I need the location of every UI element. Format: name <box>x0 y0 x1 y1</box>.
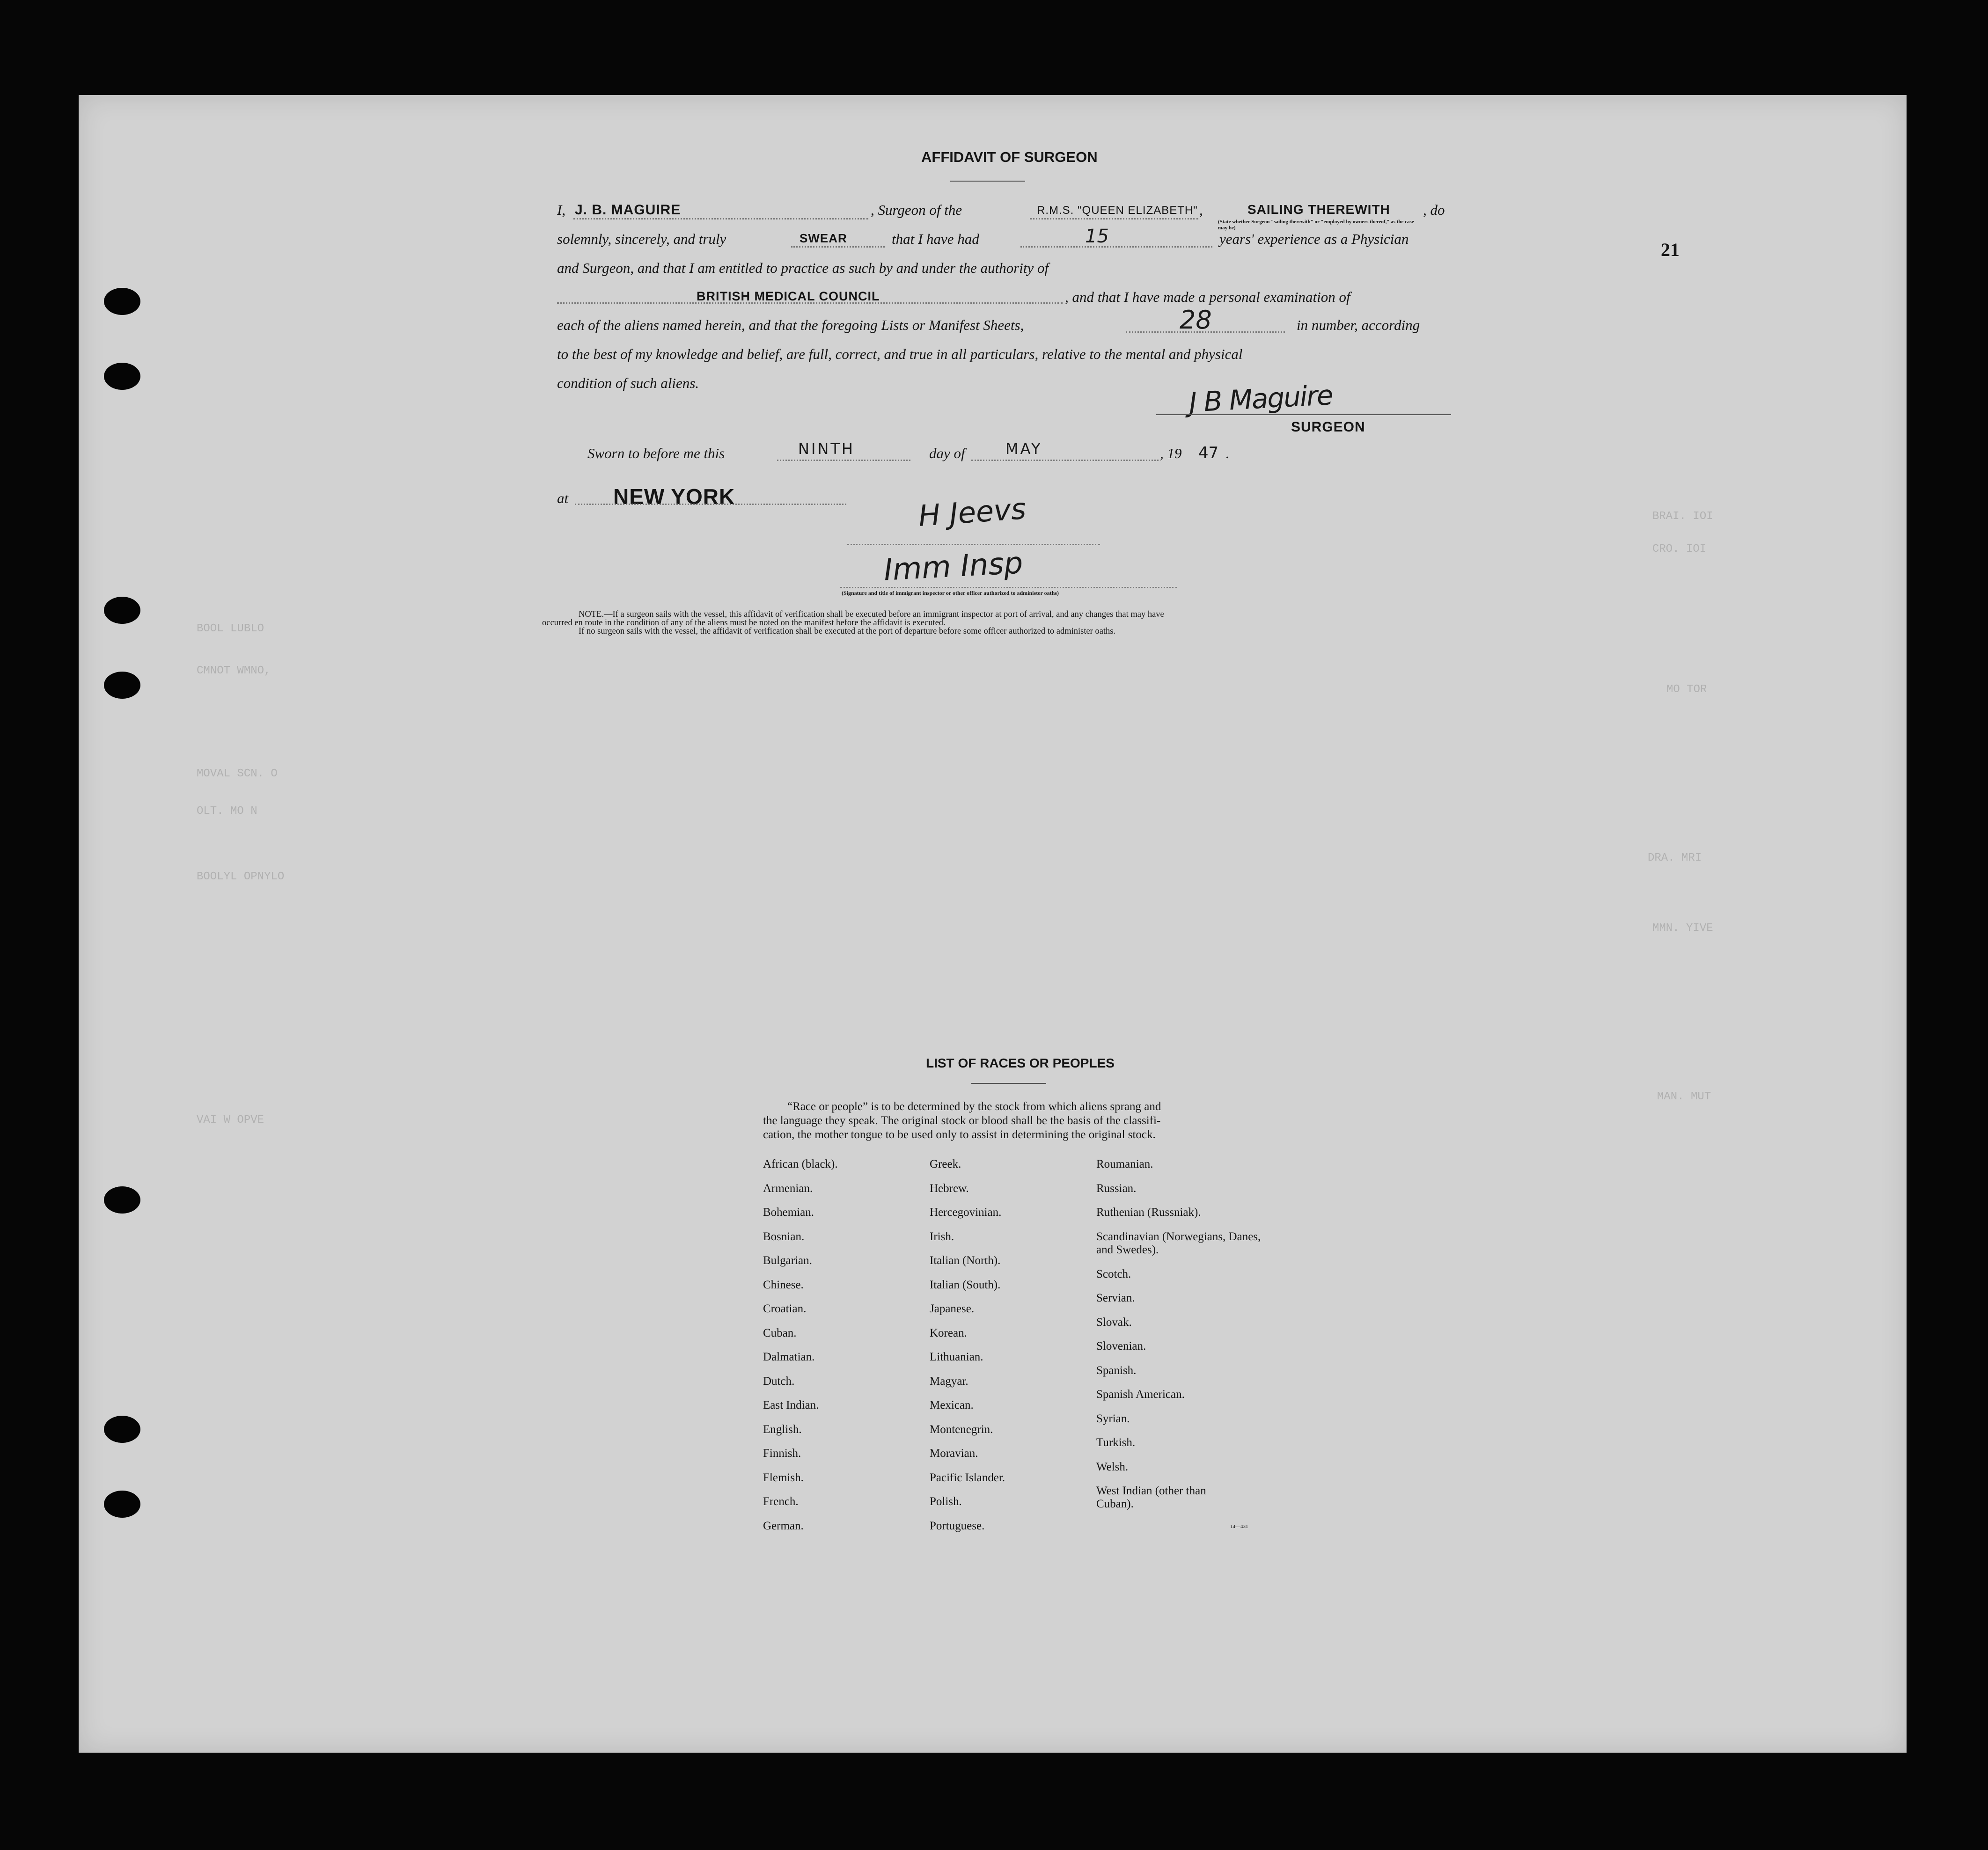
race-item: German. <box>763 1519 804 1532</box>
race-item: Bohemian. <box>763 1206 814 1219</box>
licensing-authority: BRITISH MEDICAL COUNCIL <box>697 289 880 303</box>
bleed-through-text: DRA. MRI <box>1648 852 1702 864</box>
signature-title: SURGEON <box>1291 419 1365 435</box>
fill-line <box>1030 218 1198 219</box>
intro-line: cation, the mother tongue to be used only to assist in determining the original stock. <box>763 1128 1156 1141</box>
race-item: Bosnian. <box>763 1230 805 1243</box>
race-item: Croatian. <box>763 1302 807 1315</box>
officer-signature-title: Imm Insp <box>883 546 1024 588</box>
race-item: Magyar. <box>930 1375 968 1388</box>
bleed-through-text: MAN. MUT <box>1657 1090 1711 1103</box>
race-item: Italian (South). <box>930 1278 1001 1291</box>
race-item: West Indian (other than Cuban). <box>1096 1484 1206 1510</box>
race-item: Lithuanian. <box>930 1351 983 1363</box>
fill-line <box>840 587 1177 588</box>
affidavit-text: , Surgeon of the <box>871 202 962 218</box>
fill-line <box>1020 246 1212 248</box>
fill-line <box>575 504 846 505</box>
affidavit-text: to the best of my knowledge and belief, are full, correct, and true in all particulars, relative to the mental and physical <box>557 346 1243 362</box>
race-item: Bulgarian. <box>763 1254 812 1267</box>
race-item: Russian. <box>1096 1182 1137 1195</box>
bleed-through-text: BOOLYL OPNYLO <box>197 870 285 883</box>
affidavit-text: at <box>557 490 569 506</box>
page-number: 21 <box>1661 239 1680 260</box>
sheets-count: 28 <box>1180 305 1212 335</box>
bleed-through-text: BOOL LUBLO <box>197 622 264 635</box>
race-item: Slovenian. <box>1096 1340 1146 1353</box>
affidavit-text: in number, according <box>1297 317 1420 333</box>
races-column-3 <box>1096 1158 1265 1513</box>
intro-line: the language they speak. The original stock or blood shall be the basis of the classifi- <box>763 1114 1161 1127</box>
race-item: Moravian. <box>930 1447 978 1460</box>
race-item: Ruthenian (Russniak). <box>1096 1206 1201 1219</box>
races-column-1 <box>763 1158 838 1543</box>
affidavit-text: . <box>1225 445 1229 461</box>
signature-line <box>1156 414 1451 415</box>
race-item: Mexican. <box>930 1399 974 1411</box>
race-item: Dalmatian. <box>763 1351 815 1363</box>
oath-type: SWEAR <box>800 231 847 245</box>
race-item: Flemish. <box>763 1471 804 1484</box>
race-item: Montenegrin. <box>930 1423 993 1436</box>
bleed-through-text: MOVAL SCN. O <box>197 768 278 780</box>
race-item: Korean. <box>930 1326 967 1339</box>
surgeon-name: J. B. MAGUIRE <box>575 202 681 218</box>
bleed-through-text: VAI W OPVE <box>197 1114 264 1126</box>
affidavit-text: years' experience as a Physician <box>1219 231 1409 247</box>
fill-line <box>557 302 1063 304</box>
affidavit-text: , <box>1199 202 1203 218</box>
punch-hole <box>104 288 140 315</box>
race-item: Polish. <box>930 1495 962 1508</box>
sailing-note: (State whether Surgeon "sailing therewith" or "employed by owners thereof," as the case may be) <box>1218 219 1414 231</box>
sworn-place: NEW YORK <box>613 484 735 509</box>
race-item: East Indian. <box>763 1399 819 1411</box>
affidavit-text: , 19 <box>1160 445 1182 461</box>
race-item: Spanish American. <box>1096 1388 1185 1401</box>
bleed-through-text: MO TOR <box>1666 683 1707 696</box>
note-line: occurred en route in the condition of any of the aliens must be noted on the manifest before the affidavit is executed. <box>542 618 946 628</box>
punch-hole <box>104 672 140 699</box>
officer-caption: (Signature and title of immigrant inspector or other officer authorized to administer oaths) <box>842 590 1059 596</box>
affidavit-title: AFFIDAVIT OF SURGEON <box>921 149 1098 165</box>
note-line: If no surgeon sails with the vessel, the affidavit of verification shall be executed at the port of departure before some officer authorized to administer oaths. <box>579 627 1116 636</box>
sworn-year: 47 <box>1198 444 1219 462</box>
race-item: Spanish. <box>1096 1364 1137 1377</box>
fill-line <box>971 460 1159 461</box>
fill-line <box>847 544 1100 545</box>
race-item: Hercegovinian. <box>930 1206 1002 1219</box>
bleed-through-text: BRAI. IOI <box>1652 510 1713 523</box>
race-item: Slovak. <box>1096 1316 1132 1329</box>
bleed-through-text: OLT. MO N <box>197 805 257 818</box>
title-rule <box>950 181 1025 182</box>
fill-line <box>1126 331 1285 333</box>
race-item: African (black). <box>763 1158 838 1170</box>
punch-hole <box>104 1416 140 1443</box>
fill-line <box>791 246 885 248</box>
surgeon-signature: J B Maguire <box>1188 379 1334 418</box>
race-item: Turkish. <box>1096 1436 1136 1449</box>
race-item: Finnish. <box>763 1447 801 1460</box>
bleed-through-text: CMNOT WMNO, <box>197 665 271 677</box>
race-item: Irish. <box>930 1230 954 1243</box>
form-number: 14—431 <box>1230 1524 1248 1529</box>
affidavit-note <box>542 610 1164 636</box>
race-item: Welsh. <box>1096 1460 1129 1473</box>
race-item: French. <box>763 1495 799 1508</box>
officer-signature: H Jeevs <box>917 491 1027 533</box>
sworn-month: MAY <box>1005 440 1042 458</box>
vessel-name: R.M.S. "QUEEN ELIZABETH" <box>1037 204 1198 217</box>
affidavit-text: I, <box>557 202 566 218</box>
affidavit-text: condition of such aliens. <box>557 375 699 391</box>
note-line: NOTE.—If a surgeon sails with the vessel, this affidavit of verification shall be executed before an immigrant inspector at port of arrival, and any changes that may have <box>579 610 1164 619</box>
races-title: LIST OF RACES OR PEOPLES <box>926 1056 1115 1070</box>
race-item: Dutch. <box>763 1375 795 1388</box>
affidavit-text: each of the aliens named herein, and that the foregoing Lists or Manifest Sheets, <box>557 317 1024 333</box>
affidavit-text: , and that I have made a personal examination of <box>1065 289 1350 305</box>
punch-hole <box>104 363 140 390</box>
race-item: Japanese. <box>930 1302 975 1315</box>
punch-hole <box>104 1186 140 1214</box>
affidavit-text: solemnly, sincerely, and truly <box>557 231 726 247</box>
sailing-status: SAILING THEREWITH <box>1247 202 1390 217</box>
fill-line <box>777 460 910 461</box>
bleed-through-text: MMN. YIVE <box>1652 922 1713 935</box>
race-item: Hebrew. <box>930 1182 969 1195</box>
race-item: Servian. <box>1096 1292 1135 1304</box>
affidavit-text: that I have had <box>892 231 979 247</box>
affidavit-text: day of <box>929 445 965 461</box>
race-item: Pacific Islander. <box>930 1471 1005 1484</box>
punch-hole <box>104 1491 140 1518</box>
affidavit-text: and Surgeon, and that I am entitled to practice as such by and under the authority of <box>557 260 1049 276</box>
race-item: Armenian. <box>763 1182 813 1195</box>
years-experience: 15 <box>1085 226 1109 247</box>
races-column-2 <box>930 1158 1005 1543</box>
races-intro <box>763 1100 1161 1142</box>
title-rule <box>971 1083 1046 1084</box>
race-item: Italian (North). <box>930 1254 1001 1267</box>
intro-line: “Race or people” is to be determined by the stock from which aliens sprang and <box>787 1100 1161 1113</box>
race-item: Scotch. <box>1096 1267 1131 1280</box>
race-item: Greek. <box>930 1158 961 1170</box>
fill-line <box>573 218 868 219</box>
race-item: Chinese. <box>763 1278 804 1291</box>
affidavit-text: , do <box>1423 202 1445 218</box>
race-item: Syrian. <box>1096 1412 1130 1425</box>
race-item: Portuguese. <box>930 1519 985 1532</box>
race-item: Scandinavian (Norwegians, Danes, and Swedes). <box>1096 1230 1261 1256</box>
punch-hole <box>104 597 140 624</box>
race-item: English. <box>763 1423 802 1436</box>
race-item: Cuban. <box>763 1326 797 1339</box>
affidavit-text: Sworn to before me this <box>587 445 725 461</box>
bleed-through-text: CRO. IOI <box>1652 543 1707 556</box>
race-item: Roumanian. <box>1096 1158 1153 1170</box>
sworn-day: NINTH <box>798 440 855 458</box>
